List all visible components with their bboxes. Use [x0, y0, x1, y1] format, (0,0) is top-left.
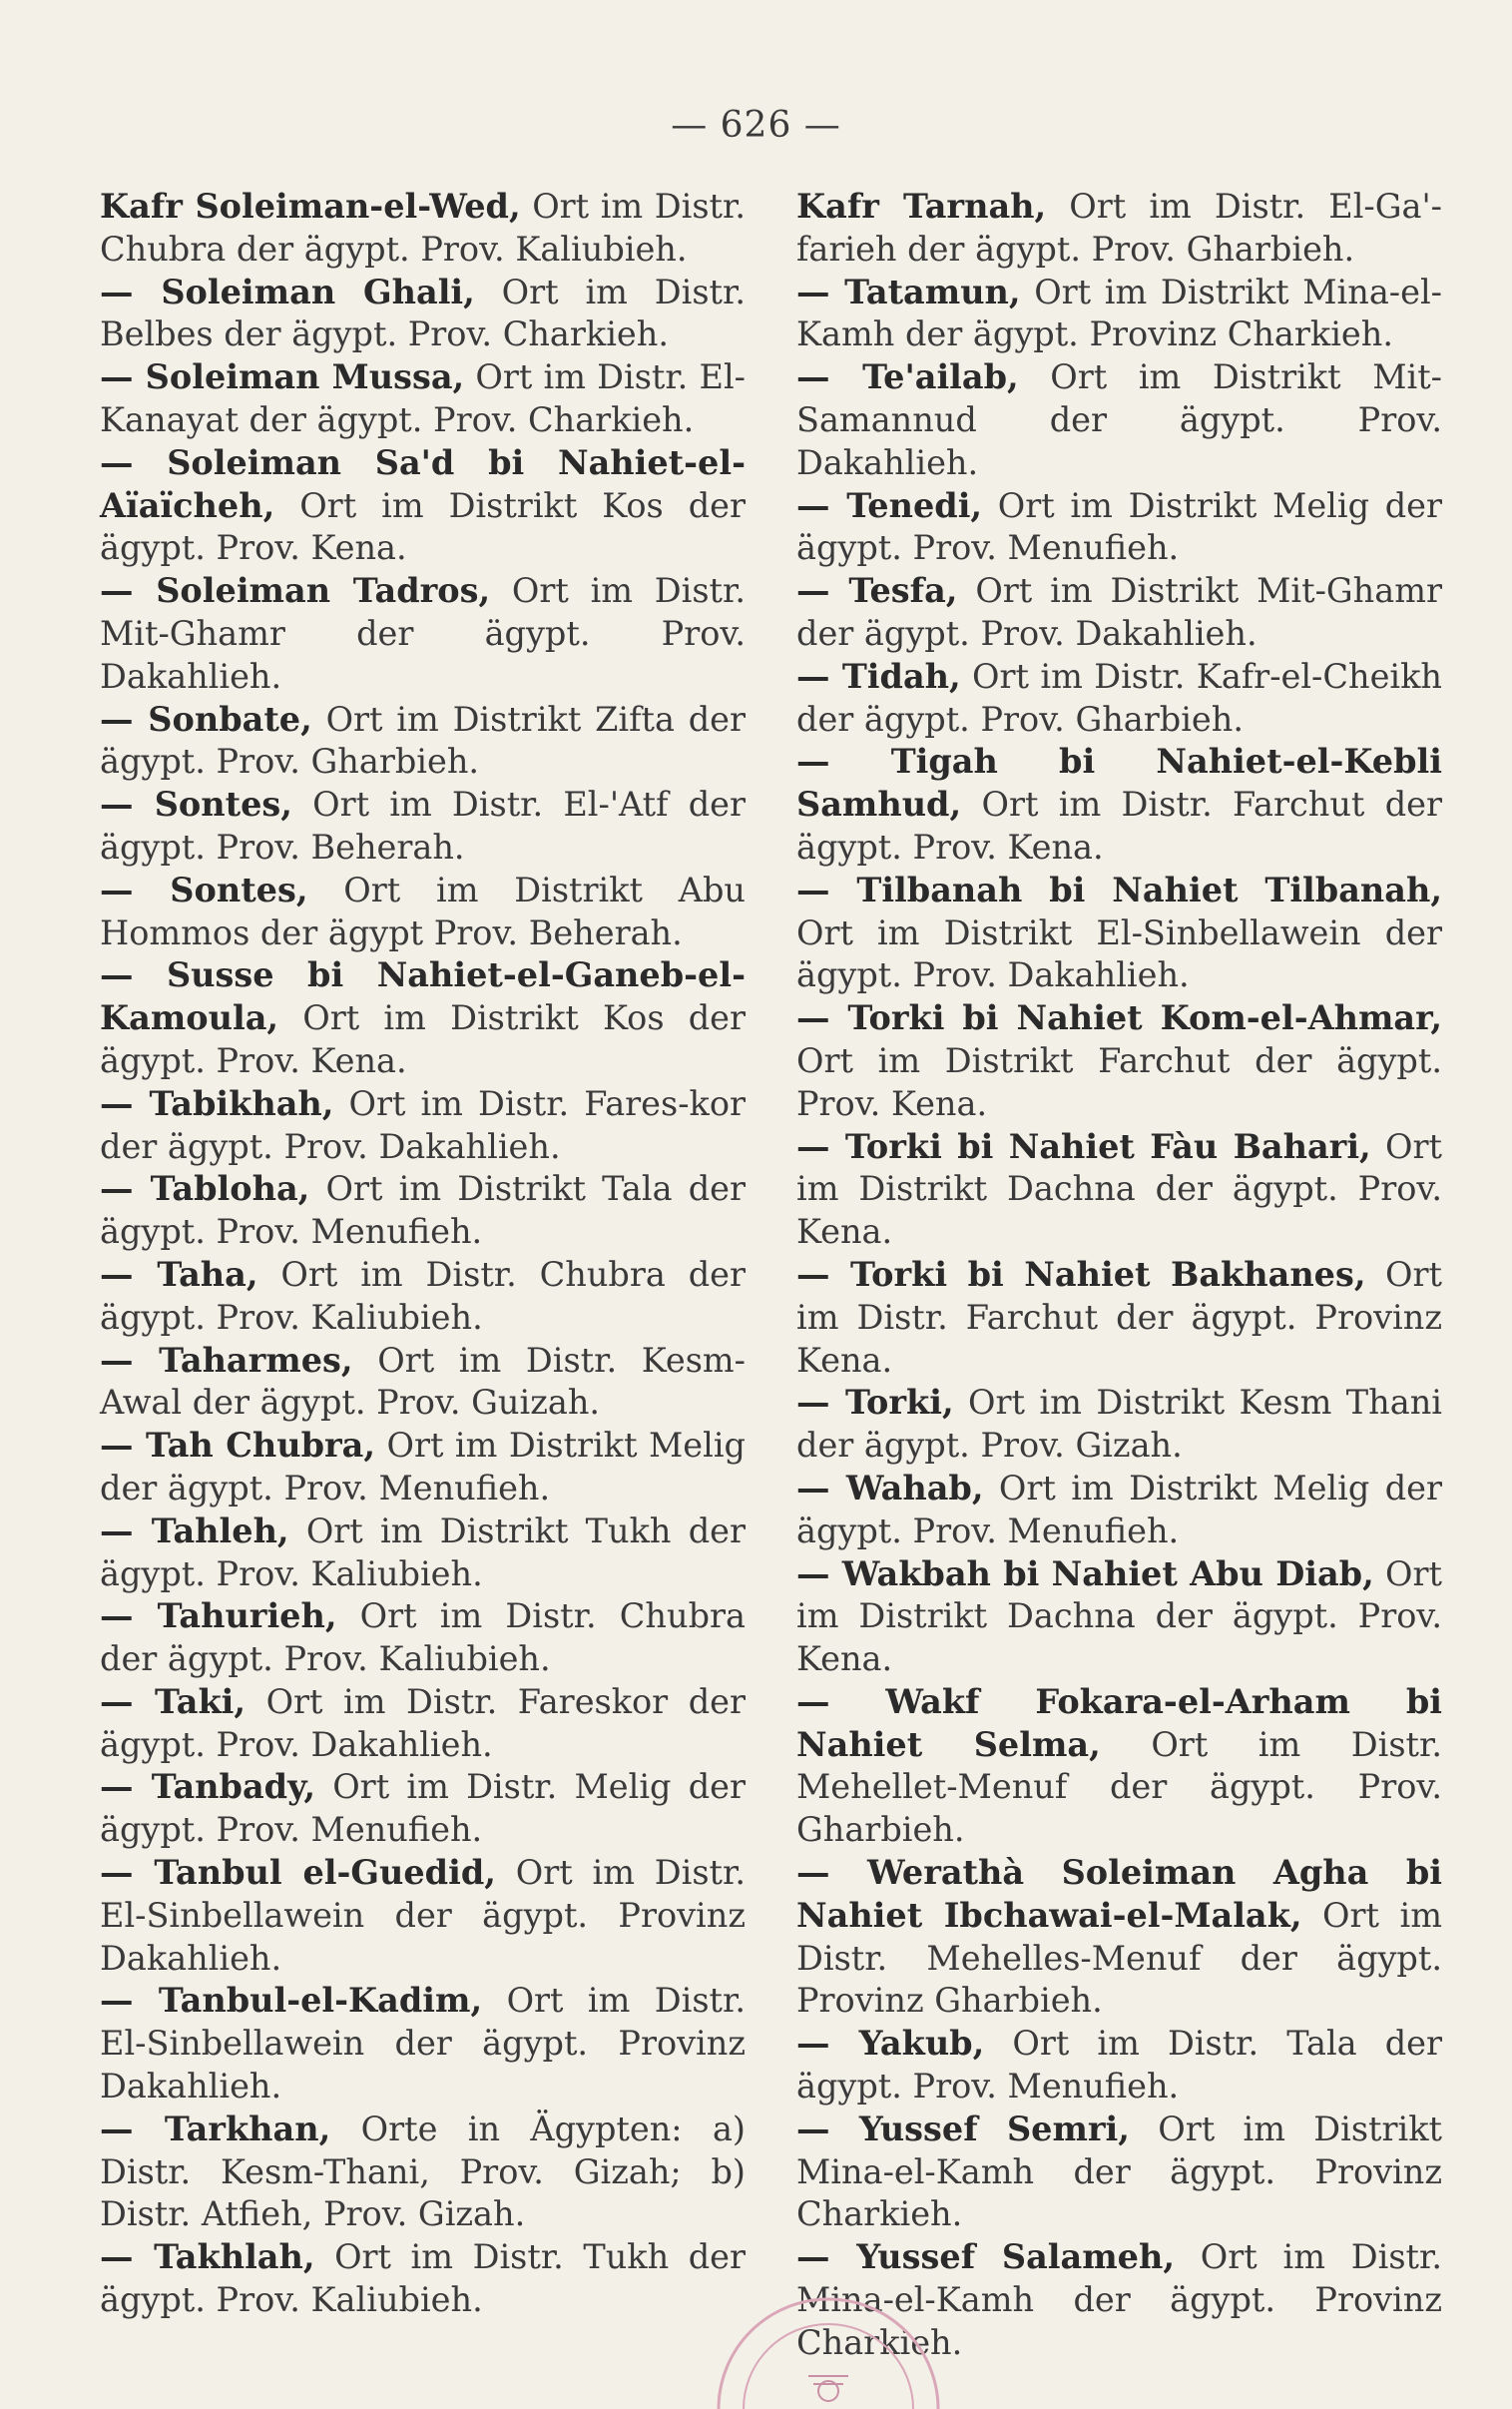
- entry-headword: — Soleiman Sa'd bi Nahiet-el-Aïaïcheh,: [100, 442, 746, 525]
- entry-text: Ort im Distrikt Kesm Thani der ägypt. Prov. Gizah.: [796, 1383, 1442, 1466]
- entry-headword: — Torki bi Nahiet Kom-el-Ahmar,: [796, 998, 1442, 1038]
- entry: [796, 1254, 1442, 1382]
- entry-text: Ort im Distr. El-'Atf der ägypt. Prov. Beherah.: [100, 785, 746, 867]
- entry-headword: — Tarkhan,: [100, 2108, 331, 2148]
- entry-headword: — Tidah,: [796, 656, 961, 696]
- entry-text: Ort im Distr. Fareskor der ägypt. Prov. Dakahlieh.: [100, 1681, 746, 1764]
- entry: [100, 1510, 746, 1596]
- entry: [796, 1553, 1442, 1681]
- entry: [100, 1340, 746, 1426]
- entry-headword: — Yussef Semri,: [796, 2108, 1130, 2148]
- entry-text: Ort im Distr. Farchut der ägypt. Prov. Kena.: [796, 785, 1442, 867]
- entry-headword: Kafr Soleiman-el-Wed,: [100, 187, 521, 226]
- entry-text: Ort im Distr. Melig der ägypt. Prov. Menufieh.: [100, 1767, 746, 1850]
- entry: [796, 1382, 1442, 1468]
- entry: [100, 1980, 746, 2108]
- entry-text: Ort im Distrikt Dachna der ägypt. Prov. Kena.: [796, 1553, 1443, 1679]
- entry-text: Ort im Distrikt El-Sinbellawein der ägypt. Prov. Dakahlieh.: [796, 912, 1442, 995]
- entry-headword: — Tatamun,: [796, 272, 1021, 311]
- entry-text: Ort im Distrikt Kos der ägypt. Prov. Kena.: [100, 485, 746, 568]
- entry: [100, 1168, 746, 1254]
- entry-headword: — Soleiman Ghali,: [100, 272, 475, 311]
- entry-text: Ort im Distrikt Kos der ägypt. Prov. Kena.: [100, 998, 746, 1080]
- entry: [100, 356, 746, 442]
- entry-text: Ort im Distr. Chubra der ägypt. Prov. Kaliubieh.: [100, 187, 746, 269]
- entry-headword: — Tanbul-el-Kadim,: [100, 1981, 483, 2021]
- entry-text: Ort im Distr. Farchut der ägypt. Provinz Kena.: [796, 1254, 1442, 1380]
- entry-headword: — Tah Chubra,: [100, 1426, 376, 1466]
- entry: [796, 1852, 1442, 2023]
- entry-headword: — Torki bi Nahiet Fàu Bahari,: [796, 1126, 1371, 1166]
- entry-text: Ort im Distr. El-Kanayat der ägypt. Prov. Charkieh.: [100, 357, 746, 439]
- entry-text: Ort im Distr. El-Ga'-farieh der ägypt. Prov. Gharbieh.: [796, 187, 1442, 269]
- entry-headword: — Taki,: [100, 1681, 247, 1721]
- entry-text: Ort im Distrikt Mit-Ghamr der ägypt. Prov. Dakahlieh.: [796, 571, 1442, 653]
- entry-headword: Kafr Tarnah,: [796, 187, 1047, 226]
- entry-headword: — Tigah bi Nahiet-el-Kebli Samhud,: [796, 742, 1442, 825]
- entry: [796, 1681, 1442, 1852]
- entry-text: Ort im Distrikt Farchut der ägypt. Prov. Kena.: [796, 1040, 1442, 1123]
- entry-text: Ort im Distr. Mehelles-Menuf der ägypt. Provinz Gharbieh.: [796, 1895, 1442, 2021]
- entry: [796, 356, 1442, 484]
- right-column: [796, 186, 1442, 2365]
- entry-text: Ort im Distrikt Zifta der ägypt. Prov. Gharbieh.: [100, 699, 746, 782]
- entry-headword: — Tanbul el-Guedid,: [100, 1853, 496, 1893]
- entry-text: Ort im Distr. Mina-el-Kamh der ägypt. Provinz Charkieh.: [796, 2237, 1442, 2362]
- entry: [796, 186, 1442, 272]
- entry-headword: — Tahurieh,: [100, 1596, 337, 1636]
- entry: [100, 1083, 746, 1169]
- entry-headword: — Taharmes,: [100, 1340, 353, 1380]
- entry: [796, 870, 1442, 997]
- entry-text: Ort im Distr. Tala der ägypt. Prov. Menufieh.: [796, 2024, 1443, 2107]
- entry-headword: — Tesfa,: [796, 571, 958, 611]
- entry-text: Ort im Distrikt Mina-el-Kamh der ägypt. Provinz Charkieh.: [796, 272, 1442, 354]
- entry-text: Ort im Distr. Belbes der ägypt. Prov. Charkieh.: [100, 272, 746, 354]
- entry: [100, 1254, 746, 1340]
- entry-text: Ort im Distrikt Dachna der ägypt. Prov. Kena.: [796, 1126, 1442, 1252]
- entry: [796, 2023, 1442, 2108]
- entry-text: Ort im Distrikt Abu Hommos der ägypt Prov. Beherah.: [100, 870, 746, 952]
- entry: [100, 1852, 746, 1980]
- entry: [100, 699, 746, 785]
- entry: [796, 997, 1442, 1125]
- entry-headword: — Sonbate,: [100, 699, 312, 739]
- entry: [100, 784, 746, 870]
- entry: [100, 954, 746, 1082]
- entry: [100, 1425, 746, 1510]
- entry-headword: — Wakf Fokara-el-Arham bi Nahiet Selma,: [796, 1681, 1442, 1764]
- entry-text: Ort im Distr. El-Sinbellawein der ägypt. Provinz Dakahlieh.: [100, 1853, 747, 1978]
- entry-text: Ort im Distr. Tukh der ägypt. Prov. Kaliubieh.: [100, 2237, 746, 2320]
- entry-headword: — Torki,: [796, 1383, 954, 1423]
- entry-headword: — Tenedi,: [796, 485, 983, 525]
- entry-headword: — Sontes,: [100, 785, 292, 825]
- entry-text: Orte in Ägypten: a) Distr. Kesm-Thani, Prov. Gizah; b) Distr. Atfieh, Prov. Gizah.: [100, 2108, 746, 2234]
- entry: [796, 570, 1442, 656]
- library-stamp: [699, 2296, 958, 2409]
- entry-headword: — Wakbah bi Nahiet Abu Diab,: [796, 1553, 1374, 1593]
- entry: [100, 2108, 746, 2236]
- entry-headword: — Werathà Soleiman Agha bi Nahiet Ibchawai-el-Malak,: [796, 1853, 1442, 1935]
- entry-text: Ort im Distrikt Tukh der ägypt. Prov. Kaliubieh.: [100, 1510, 746, 1593]
- entry-headword: — Susse bi Nahiet-el-Ganeb-el-Kamoula,: [100, 955, 746, 1038]
- entry-text: Ort im Distr. Mehellet-Menuf der ägypt. Prov. Gharbieh.: [796, 1724, 1442, 1850]
- entry-headword: — Tahleh,: [100, 1510, 289, 1550]
- entry-headword: — Tabikhah,: [100, 1083, 334, 1123]
- entry-text: Ort im Distr. Fares-kor der ägypt. Prov. Dakahlieh.: [100, 1083, 746, 1166]
- entry-text: Ort im Distr. Chubra der ägypt. Prov. Kaliubieh.: [100, 1254, 746, 1337]
- entry: [100, 870, 746, 955]
- entry-text: Ort im Distrikt Melig der ägypt. Prov. Menufieh.: [100, 1426, 746, 1507]
- entry-headword: — Torki bi Nahiet Bakhanes,: [796, 1254, 1366, 1294]
- entry-headword: — Takhlah,: [100, 2237, 315, 2277]
- entry-headword: — Tabloha,: [100, 1169, 310, 1209]
- entry-text: Ort im Distrikt Mit-Samannud der ägypt. Prov. Dakahlieh.: [796, 357, 1442, 482]
- entry: [100, 272, 746, 357]
- entry-headword: — Tilbanah bi Nahiet Tilbanah,: [796, 870, 1442, 909]
- entry: [100, 1681, 746, 1767]
- entry: [796, 2108, 1442, 2236]
- entry-headword: — Sontes,: [100, 870, 308, 909]
- entry: [796, 1468, 1442, 1553]
- entry-headword: — Yussef Salameh,: [796, 2237, 1176, 2277]
- entry-text: Ort im Distr. Chubra der ägypt. Prov. Kaliubieh.: [100, 1596, 746, 1679]
- entry-text: Ort im Distrikt Mina-el-Kamh der ägypt. Provinz Charkieh.: [796, 2108, 1442, 2234]
- entry-headword: — Wahab,: [796, 1468, 984, 1507]
- entry-headword: — Yakub,: [796, 2024, 985, 2064]
- entry: [100, 1595, 746, 1681]
- entry: [796, 272, 1442, 357]
- entry: [796, 1126, 1442, 1254]
- entry-text: Ort im Distr. Kafr-el-Cheikh der ägypt. Prov. Gharbieh.: [796, 656, 1442, 739]
- entry-text: Ort im Distrikt Melig der ägypt. Prov. Menufieh.: [796, 1468, 1442, 1550]
- left-column: [100, 186, 746, 2322]
- entry-text: Ort im Distrikt Melig der ägypt. Prov. Menufieh.: [796, 485, 1442, 568]
- entry-text: Ort im Distrikt Tala der ägypt. Prov. Menufieh.: [100, 1169, 747, 1252]
- entry-headword: — Taha,: [100, 1254, 258, 1294]
- entry-headword: — Te'ailab,: [796, 357, 1019, 397]
- entry: [100, 442, 746, 570]
- page-number: — 626 —: [671, 105, 841, 146]
- entry-text: Ort im Distr. Mit-Ghamr der ägypt. Prov. Dakahlieh.: [100, 571, 746, 696]
- entry-text: Ort im Distr. El-Sinbellawein der ägypt. Provinz Dakahlieh.: [100, 1981, 747, 2107]
- entry-text: Ort im Distr. Kesm-Awal der ägypt. Prov. Guizah.: [100, 1340, 746, 1423]
- entry: [796, 656, 1442, 742]
- entry-headword: — Tanbady,: [100, 1767, 315, 1807]
- entry: [100, 1766, 746, 1852]
- entry: [100, 186, 746, 272]
- entry: [796, 741, 1442, 869]
- entry-headword: — Soleiman Mussa,: [100, 357, 465, 397]
- entry: [100, 570, 746, 698]
- entry: [796, 485, 1442, 571]
- entry: [100, 2236, 746, 2322]
- entry-headword: — Soleiman Tadros,: [100, 571, 491, 611]
